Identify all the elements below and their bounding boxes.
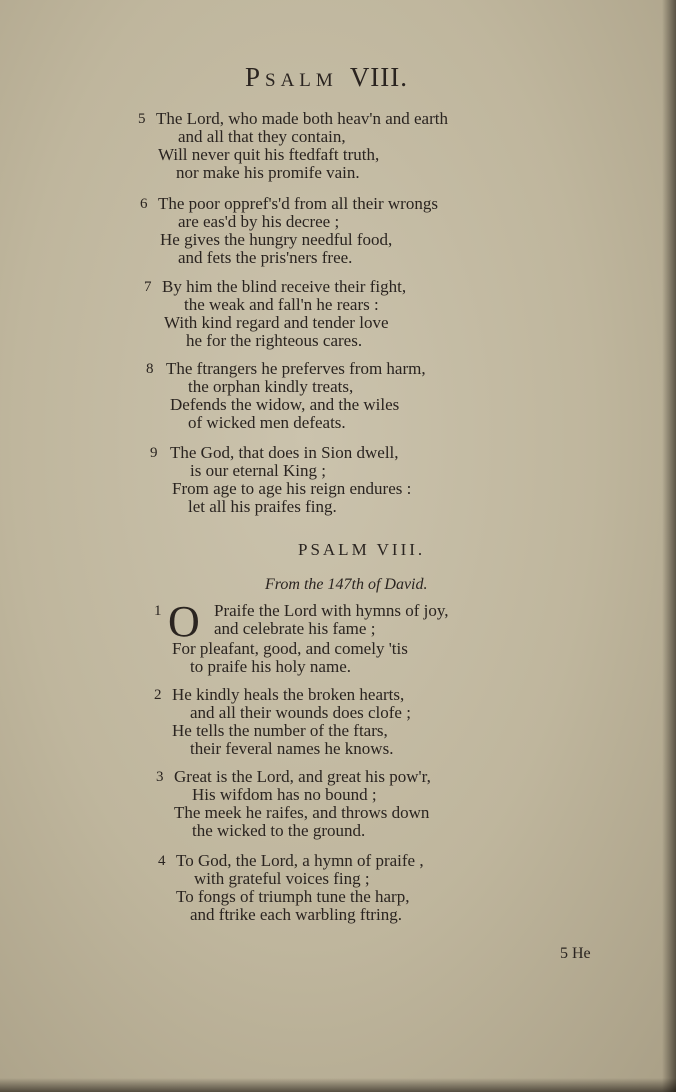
page-edge-shadow — [662, 0, 676, 1092]
verse-line: From age to age his reign endures : — [172, 479, 412, 498]
header-number: VIII. — [349, 62, 409, 92]
verse-line: The meek he raifes, and throws down — [174, 803, 430, 822]
verse-line: of wicked men defeats. — [188, 413, 346, 432]
verse-3 — [156, 768, 576, 840]
section-subtitle: From the 147th of David. — [265, 576, 428, 593]
verse-line: Great is the Lord, and great his pow'r, — [174, 767, 431, 786]
verse-line: He tells the number of the ftars, — [172, 721, 388, 740]
running-header — [245, 62, 408, 93]
verse-line: For pleafant, good, and comely 'tis — [172, 639, 408, 658]
verse-number: 8 — [146, 361, 154, 377]
verse-line: are eas'd by his decree ; — [178, 212, 340, 231]
verse-line: The Lord, who made both heav'n and earth — [156, 109, 448, 128]
verse-number: 1 — [154, 603, 162, 619]
verse-line: and celebrate his fame ; — [214, 619, 376, 638]
verse-line: Will never quit his ftedfaft truth, — [158, 145, 380, 164]
verse-line: The ftrangers he preferves from harm, — [166, 359, 426, 378]
verse-line: He kindly heals the broken hearts, — [172, 685, 405, 704]
verse-line: The poor oppref's'd from all their wrongs — [158, 194, 438, 213]
verse-number: 4 — [158, 853, 166, 869]
verse-line: Defends the widow, and the wiles — [170, 395, 400, 414]
verse-line: he for the righteous cares. — [186, 331, 363, 350]
verse-line: To God, the Lord, a hymn of praife , — [176, 851, 424, 870]
verse-5 — [138, 110, 558, 182]
verse-9 — [150, 444, 570, 516]
verse-line: the wicked to the ground. — [192, 821, 366, 840]
verse-line: By him the blind receive their fight, — [162, 277, 407, 296]
verse-number: 9 — [150, 445, 158, 461]
verse-line: their feveral names he knows. — [190, 739, 394, 758]
verse-number: 6 — [140, 196, 148, 212]
verse-line: Praife the Lord with hymns of joy, — [214, 601, 449, 620]
verse-line: nor make his promife vain. — [176, 163, 360, 182]
verse-number: 7 — [144, 279, 152, 295]
header-title: Psalm — [245, 62, 338, 92]
verse-line: is our eternal King ; — [190, 461, 326, 480]
verse-line: His wifdom has no bound ; — [192, 785, 377, 804]
verse-line: He gives the hungry needful food, — [160, 230, 393, 249]
verse-line: and ftrike each warbling ftring. — [190, 905, 402, 924]
verse-line: with grateful voices fing ; — [194, 869, 370, 888]
verse-line: let all his praifes fing. — [188, 497, 337, 516]
verse-line: and fets the pris'ners free. — [178, 248, 353, 267]
section-title: PSALM VIII. — [298, 540, 426, 559]
verse-1 — [154, 597, 574, 676]
catchword: 5 He — [560, 945, 591, 962]
verse-7 — [144, 278, 564, 350]
verse-4 — [158, 852, 578, 924]
verse-line: the weak and fall'n he rears : — [184, 295, 379, 314]
drop-cap: O — [168, 597, 200, 646]
verse-line: and all that they contain, — [178, 127, 346, 146]
verse-8 — [146, 360, 566, 432]
verse-line: and all their wounds does clofe ; — [190, 703, 411, 722]
verse-line: With kind regard and tender love — [164, 313, 389, 332]
verse-6 — [140, 195, 560, 267]
verse-number: 3 — [156, 769, 164, 785]
verse-line: To fongs of triumph tune the harp, — [176, 887, 410, 906]
verse-number: 2 — [154, 687, 162, 703]
verse-line: the orphan kindly treats, — [188, 377, 354, 396]
verse-number: 5 — [138, 111, 146, 127]
page-bottom-shadow — [0, 1078, 676, 1092]
verse-line: The God, that does in Sion dwell, — [170, 443, 399, 462]
verse-2 — [154, 686, 574, 758]
verse-line: to praife his holy name. — [190, 657, 351, 676]
